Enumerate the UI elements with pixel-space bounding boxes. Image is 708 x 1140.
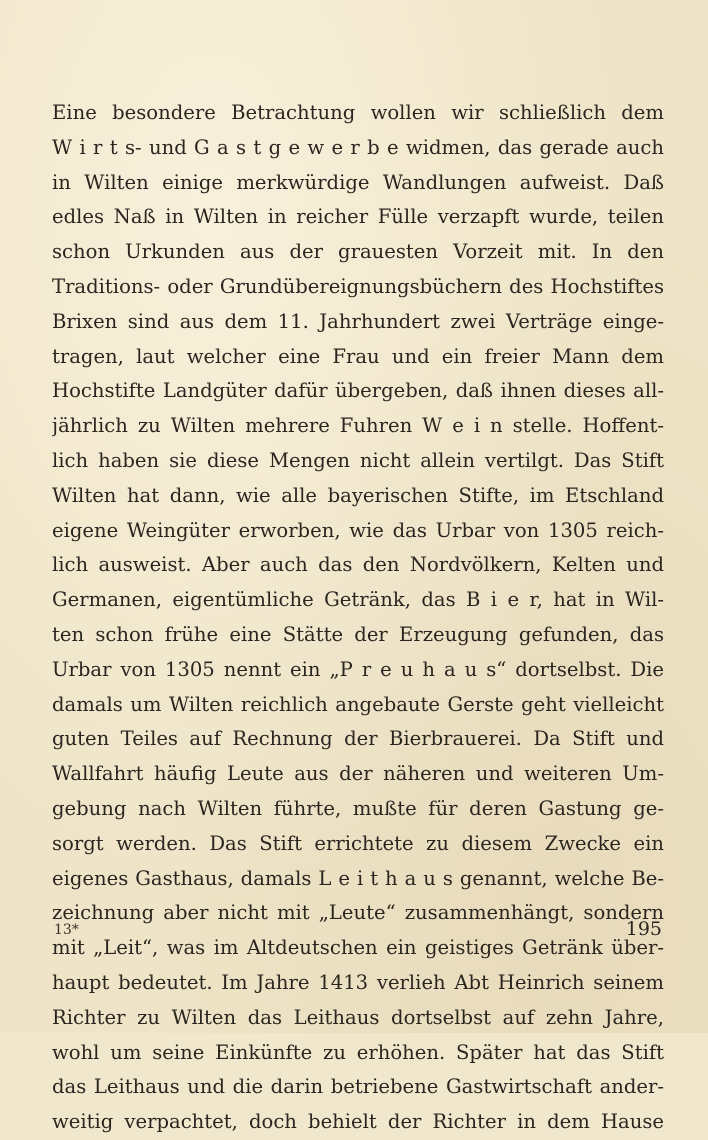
- text-line: ten schon frühe eine Stätte der Erzeugung gefunden, das: [52, 622, 664, 646]
- text-line: gebung nach Wilten führte, mußte für deren Gastung ge-: [52, 796, 664, 820]
- text-line: jährlich zu Wilten mehrere Fuhren W e i n stelle. Hoffent-: [52, 414, 664, 438]
- text-line: haupt bedeutet. Im Jahre 1413 verlieh Abt Heinrich seinem: [52, 970, 664, 994]
- text-line: guten Teiles auf Rechnung der Bierbrauerei. Da Stift und: [52, 727, 664, 751]
- text-line: lich ausweist. Aber auch das den Nordvölkern, Kelten und: [52, 553, 664, 577]
- text-line: Traditions- oder Grundübereignungsbüchern des Hochstiftes: [52, 274, 664, 298]
- text-line: Brixen sind aus dem 11. Jahrhundert zwei Verträge einge-: [52, 309, 664, 333]
- text-line: eigene Weingüter erworben, wie das Urbar von 1305 reich-: [52, 518, 664, 542]
- text-line: Germanen, eigentümliche Getränk, das B i e r, hat in Wil-: [52, 588, 664, 612]
- text-line: das Leithaus und die darin betriebene Gastwirtschaft ander-: [52, 1075, 664, 1099]
- page-number: 195: [625, 918, 662, 940]
- text-line: W i r t s- und G a s t g e w e r b e widmen, das gerade auch: [52, 135, 664, 159]
- text-line: Richter zu Wilten das Leithaus dortselbst auf zehn Jahre,: [52, 1005, 664, 1029]
- text-line: tragen, laut welcher eine Frau und ein freier Mann dem: [52, 344, 664, 368]
- signature-mark: 13*: [54, 922, 79, 938]
- text-line: schon Urkunden aus der grauesten Vorzeit mit. In den: [52, 240, 664, 264]
- text-line: in Wilten einige merkwürdige Wandlungen aufweist. Daß: [52, 170, 664, 194]
- text-line: sorgt werden. Das Stift errichtete zu diesem Zwecke ein: [52, 831, 664, 855]
- text-line: wohl um seine Einkünfte zu erhöhen. Später hat das Stift: [52, 1040, 664, 1064]
- body-text: [52, 96, 664, 1140]
- text-line: edles Naß in Wilten in reicher Fülle verzapft wurde, teilen: [52, 205, 664, 229]
- text-line: Hochstifte Landgüter dafür übergeben, daß ihnen dieses all-: [52, 379, 664, 403]
- text-line: eigenes Gasthaus, damals L e i t h a u s genannt, welche Be-: [52, 866, 664, 890]
- text-line: damals um Wilten reichlich angebaute Gerste geht vielleicht: [52, 692, 664, 716]
- text-line: mit „Leit“, was im Altdeutschen ein geistiges Getränk über-: [52, 936, 664, 960]
- text-line: weitig verpachtet, doch behielt der Richter in dem Hause: [52, 1110, 664, 1134]
- text-line: Wallfahrt häufig Leute aus der näheren und weiteren Um-: [52, 762, 664, 786]
- text-line: Wilten hat dann, wie alle bayerischen Stifte, im Etschland: [52, 483, 664, 507]
- text-line: Eine besondere Betrachtung wollen wir schließlich dem: [52, 101, 664, 124]
- text-line: zeichnung aber nicht mit „Leute“ zusammenhängt, sondern: [52, 901, 664, 925]
- text-line: lich haben sie diese Mengen nicht allein vertilgt. Das Stift: [52, 448, 664, 472]
- text-line: Urbar von 1305 nennt ein „P r e u h a u s“ dortselbst. Die: [52, 657, 664, 681]
